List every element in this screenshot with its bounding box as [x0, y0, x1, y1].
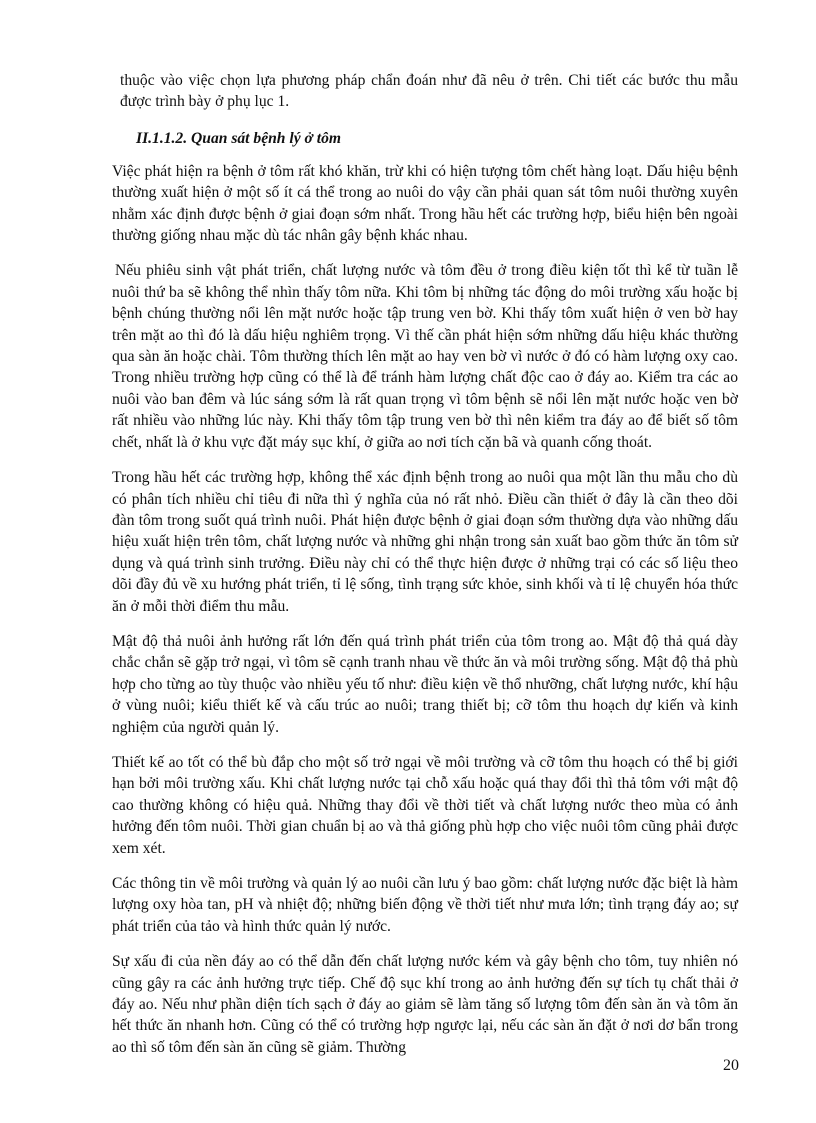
paragraph-2: Nếu phiêu sinh vật phát triển, chất lượng nước và tôm đều ở trong điều kiện tốt thì kể từ tuần lễ nuôi thứ ba sẽ không thể nhìn thấy tôm nữa. Khi tôm bị những tác động do môi trường xấu hoặc bị bệnh chúng thường nổi lên mặt nước hoặc tập trung ven bờ. Khi thấy tôm xuất hiện ở ven bờ hay trên mặt ao thì đó là dấu hiệu nghiêm trọng. Vì thế cần phát hiện sớm những dấu hiệu khác thường qua sàn ăn hoặc chài. Tôm thường thích lên mặt ao hay ven bờ vì nước ở đó có hàm lượng oxy cao. Trong nhiều trường hợp cũng có thể là để tránh hàm lượng chất độc cao ở đáy ao. Kiểm tra các ao nuôi vào ban đêm và lúc sáng sớm là rất quan trọng vì tôm bệnh sẽ nổi lên mặt nước hoặc ven bờ rất nhiều vào những lúc này. Khi thấy tôm tập trung ven bờ thì nên kiểm tra đáy ao để biết số tôm chết, nhất là ở khu vực đặt máy sục khí, ở giữa ao nơi tích cặn bã và quanh cống thoát. — [112, 262, 738, 451]
paragraph-1: Việc phát hiện ra bệnh ở tôm rất khó khăn, trừ khi có hiện tượng tôm chết hàng loạt. Dấu hiệu bệnh thường xuất hiện ở một số ít cá thể trong ao nuôi do vậy cần phải quan sát tôm nuôi thường xuyên nhằm xác định được bệnh ở giai đoạn sớm nhất. Trong hầu hết các trường hợp, biểu hiện bên ngoài thường giống nhau mặc dù tác nhân gây bệnh khác nhau. — [112, 162, 738, 245]
paragraph-3: Trong hầu hết các trường hợp, không thể xác định bệnh trong ao nuôi qua một lần thu mẫu cho dù có phân tích nhiều chỉ tiêu đi nữa thì ý nghĩa của nó rất nhỏ. Điều cần thiết ở đây là cần theo dõi đàn tôm trong suốt quá trình nuôi. Phát hiện được bệnh ở giai đoạn sớm thường dựa vào những dấu hiệu xuất hiện trên tôm, chất lượng nước và những ghi nhận trong sản xuất bao gồm thức ăn tôm sử dụng và quá trình sinh trưởng. Điều này chỉ có thể thực hiện được ở những trại có các số liệu theo dõi đầy đủ về xu hướng phát triển, tỉ lệ sống, tình trạng sức khỏe, sinh khối và tỉ lệ chuyển hóa thức ăn ở mỗi thời điểm thu mẫu. — [112, 469, 738, 615]
paragraph-5: Thiết kế ao tốt có thể bù đắp cho một số trở ngại về môi trường và cỡ tôm thu hoạch có thể bị giới hạn bởi môi trường xấu. Khi chất lượng nước tại chỗ xấu hoặc quá thay đổi thì thả tôm với mật độ cao thường không có hiệu quả. Những thay đổi về thời tiết và chất lượng nước theo mùa có ảnh hưởng đến tôm nuôi. Thời gian chuẩn bị ao và thả giống phù hợp cho việc nuôi tôm cũng phải được xem xét. — [112, 753, 738, 857]
section-heading: II.1.1.2. Quan sát bệnh lý ở tôm — [136, 129, 342, 147]
page-body — [112, 70, 738, 1058]
paragraph-6: Các thông tin về môi trường và quản lý ao nuôi cần lưu ý bao gồm: chất lượng nước đặc biệt là hàm lượng oxy hòa tan, pH và nhiệt độ; những biến động về thời tiết như mưa lớn; tình trạng đáy ao; sự phát triển của tảo và hình thức quản lý nước. — [112, 875, 738, 935]
page-number: 20 — [723, 1057, 739, 1074]
paragraph-7: Sự xấu đi của nền đáy ao có thể dẫn đến chất lượng nước kém và gây bệnh cho tôm, tuy nhiên nó cũng gây ra các ảnh hưởng trực tiếp. Chế độ sục khí trong ao ảnh hưởng đến sự tích tụ chất thải ở đáy ao. Nếu như phần diện tích sạch ở đáy ao giảm sẽ làm tăng số lượng tôm đến sàn ăn và tôm ăn hết thức ăn nhanh hơn. Cũng có thể có trường hợp ngược lại, nếu các sàn ăn đặt ở nơi dơ bẩn trong ao thì số tôm đến sàn ăn cũng sẽ giảm. Thường — [112, 953, 738, 1056]
intro-paragraph: thuộc vào việc chọn lựa phương pháp chẩn đoán như đã nêu ở trên. Chi tiết các bước thu mẫu được trình bày ở phụ lục 1. — [120, 72, 738, 111]
paragraph-4: Mật độ thả nuôi ảnh hưởng rất lớn đến quá trình phát triển của tôm trong ao. Mật độ thả quá dày chắc chắn sẽ gặp trở ngại, vì tôm sẽ cạnh tranh nhau về thức ăn và môi trường sống. Mật độ thả phù hợp cho từng ao tùy thuộc vào nhiều yếu tố như: điều kiện về thổ nhưỡng, chất lượng nước, khí hậu ở vùng nuôi; kiểu thiết kế và cấu trúc ao nuôi; trang thiết bị; cỡ tôm thu hoạch dự kiến và kinh nghiệm của người quản lý. — [112, 632, 738, 736]
